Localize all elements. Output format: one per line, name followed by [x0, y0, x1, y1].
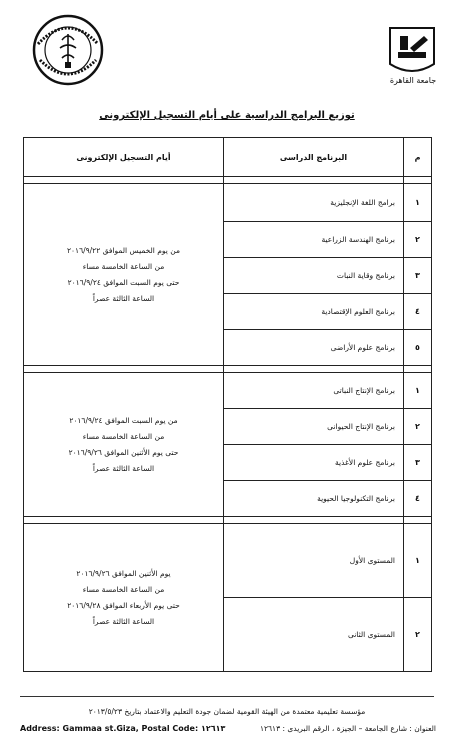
row-number: ٢: [404, 409, 432, 445]
row-number: ٢: [404, 598, 432, 672]
header-days: أيام التسجيل الإلكترونى: [24, 138, 224, 177]
group-separator: [24, 366, 432, 373]
registration-days-line: حتى يوم الأربعاء الموافق ٢٠١٦/٩/٢٨: [67, 600, 180, 610]
registration-days-cell: [24, 373, 224, 517]
row-number: ٥: [404, 330, 432, 366]
row-number: ١: [404, 184, 432, 222]
program-name: برنامج التكنولوجيا الحيوية: [224, 481, 404, 517]
registration-days-line: الساعة الثالثة عصراً: [92, 293, 155, 303]
university-name: جامعة القاهرة: [389, 76, 437, 85]
faculty-seal-logo: [32, 14, 104, 86]
program-name: برنامج علوم الأغذية: [224, 445, 404, 481]
program-name: برامج اللغة الإنجليزية: [224, 184, 404, 222]
row-number: ٤: [404, 294, 432, 330]
table-row: [24, 524, 432, 598]
footer-divider: [20, 696, 434, 697]
registration-schedule-table: [23, 137, 432, 672]
registration-days-line: حتى يوم السبت الموافق ٢٠١٦/٩/٢٤: [67, 277, 180, 287]
program-name: برنامج العلوم الإقتصادية: [224, 294, 404, 330]
registration-days-cell: [24, 184, 224, 366]
address-arabic: العنوان : شارع الجامعة – الجيزة ، الرقم البريدى : ١٢٦١٣: [259, 724, 436, 733]
header-program: البرنامج الدراسى: [224, 138, 404, 177]
accreditation-note: مؤسسة تعليمية معتمدة من الهيئة القومية لضمان جودة التعليم والاعتماد بتاريخ ٢٠١٣/٥/٢٣: [88, 707, 366, 716]
table-row: [24, 373, 432, 409]
registration-days-line: الساعة الثالثة عصراً: [92, 616, 155, 626]
program-name: برنامج الإنتاج الحيوانى: [224, 409, 404, 445]
registration-days-line: يوم الأثنين الموافق ٢٠١٦/٩/٢٦: [76, 568, 171, 578]
row-number: ٢: [404, 222, 432, 258]
header-number: م: [404, 138, 432, 177]
row-number: ١: [404, 373, 432, 409]
registration-days-cell: [24, 524, 224, 672]
row-number: ٤: [404, 481, 432, 517]
program-name: برنامج علوم الأراضى: [224, 330, 404, 366]
university-logo: [384, 22, 440, 82]
registration-days-line: الساعة الثالثة عصراً: [92, 463, 155, 473]
program-name: برنامج الهندسة الزراعية: [224, 222, 404, 258]
program-name: برنامج الإنتاج النباتى: [224, 373, 404, 409]
row-number: ٣: [404, 258, 432, 294]
row-number: ٣: [404, 445, 432, 481]
group-separator: [24, 517, 432, 524]
row-number: ١: [404, 524, 432, 598]
registration-days-line: من يوم الخميس الموافق ٢٠١٦/٩/٢٢: [66, 245, 180, 255]
program-name: المستوى الثانى: [224, 598, 404, 672]
table-row: [24, 184, 432, 222]
registration-days-line: حتى يوم الأثنين الموافق ٢٠١٦/٩/٢٦: [68, 447, 179, 457]
program-name: برنامج وقاية النبات: [224, 258, 404, 294]
page-title: توزيع البرامج الدراسية على أيام التسجيل الإلكترونى: [99, 110, 355, 121]
registration-days-line: من يوم السبت الموافق ٢٠١٦/٩/٢٤: [69, 415, 178, 425]
registration-days-line: من الساعة الخامسة مساء: [82, 584, 165, 594]
registration-days-line: من الساعة الخامسة مساء: [82, 431, 165, 441]
address-english: Address: Gammaa st.Giza, Postal Code: ١٢٦١٣: [20, 724, 226, 733]
program-name: المستوى الأول: [224, 524, 404, 598]
registration-days-line: من الساعة الخامسة مساء: [82, 261, 165, 271]
